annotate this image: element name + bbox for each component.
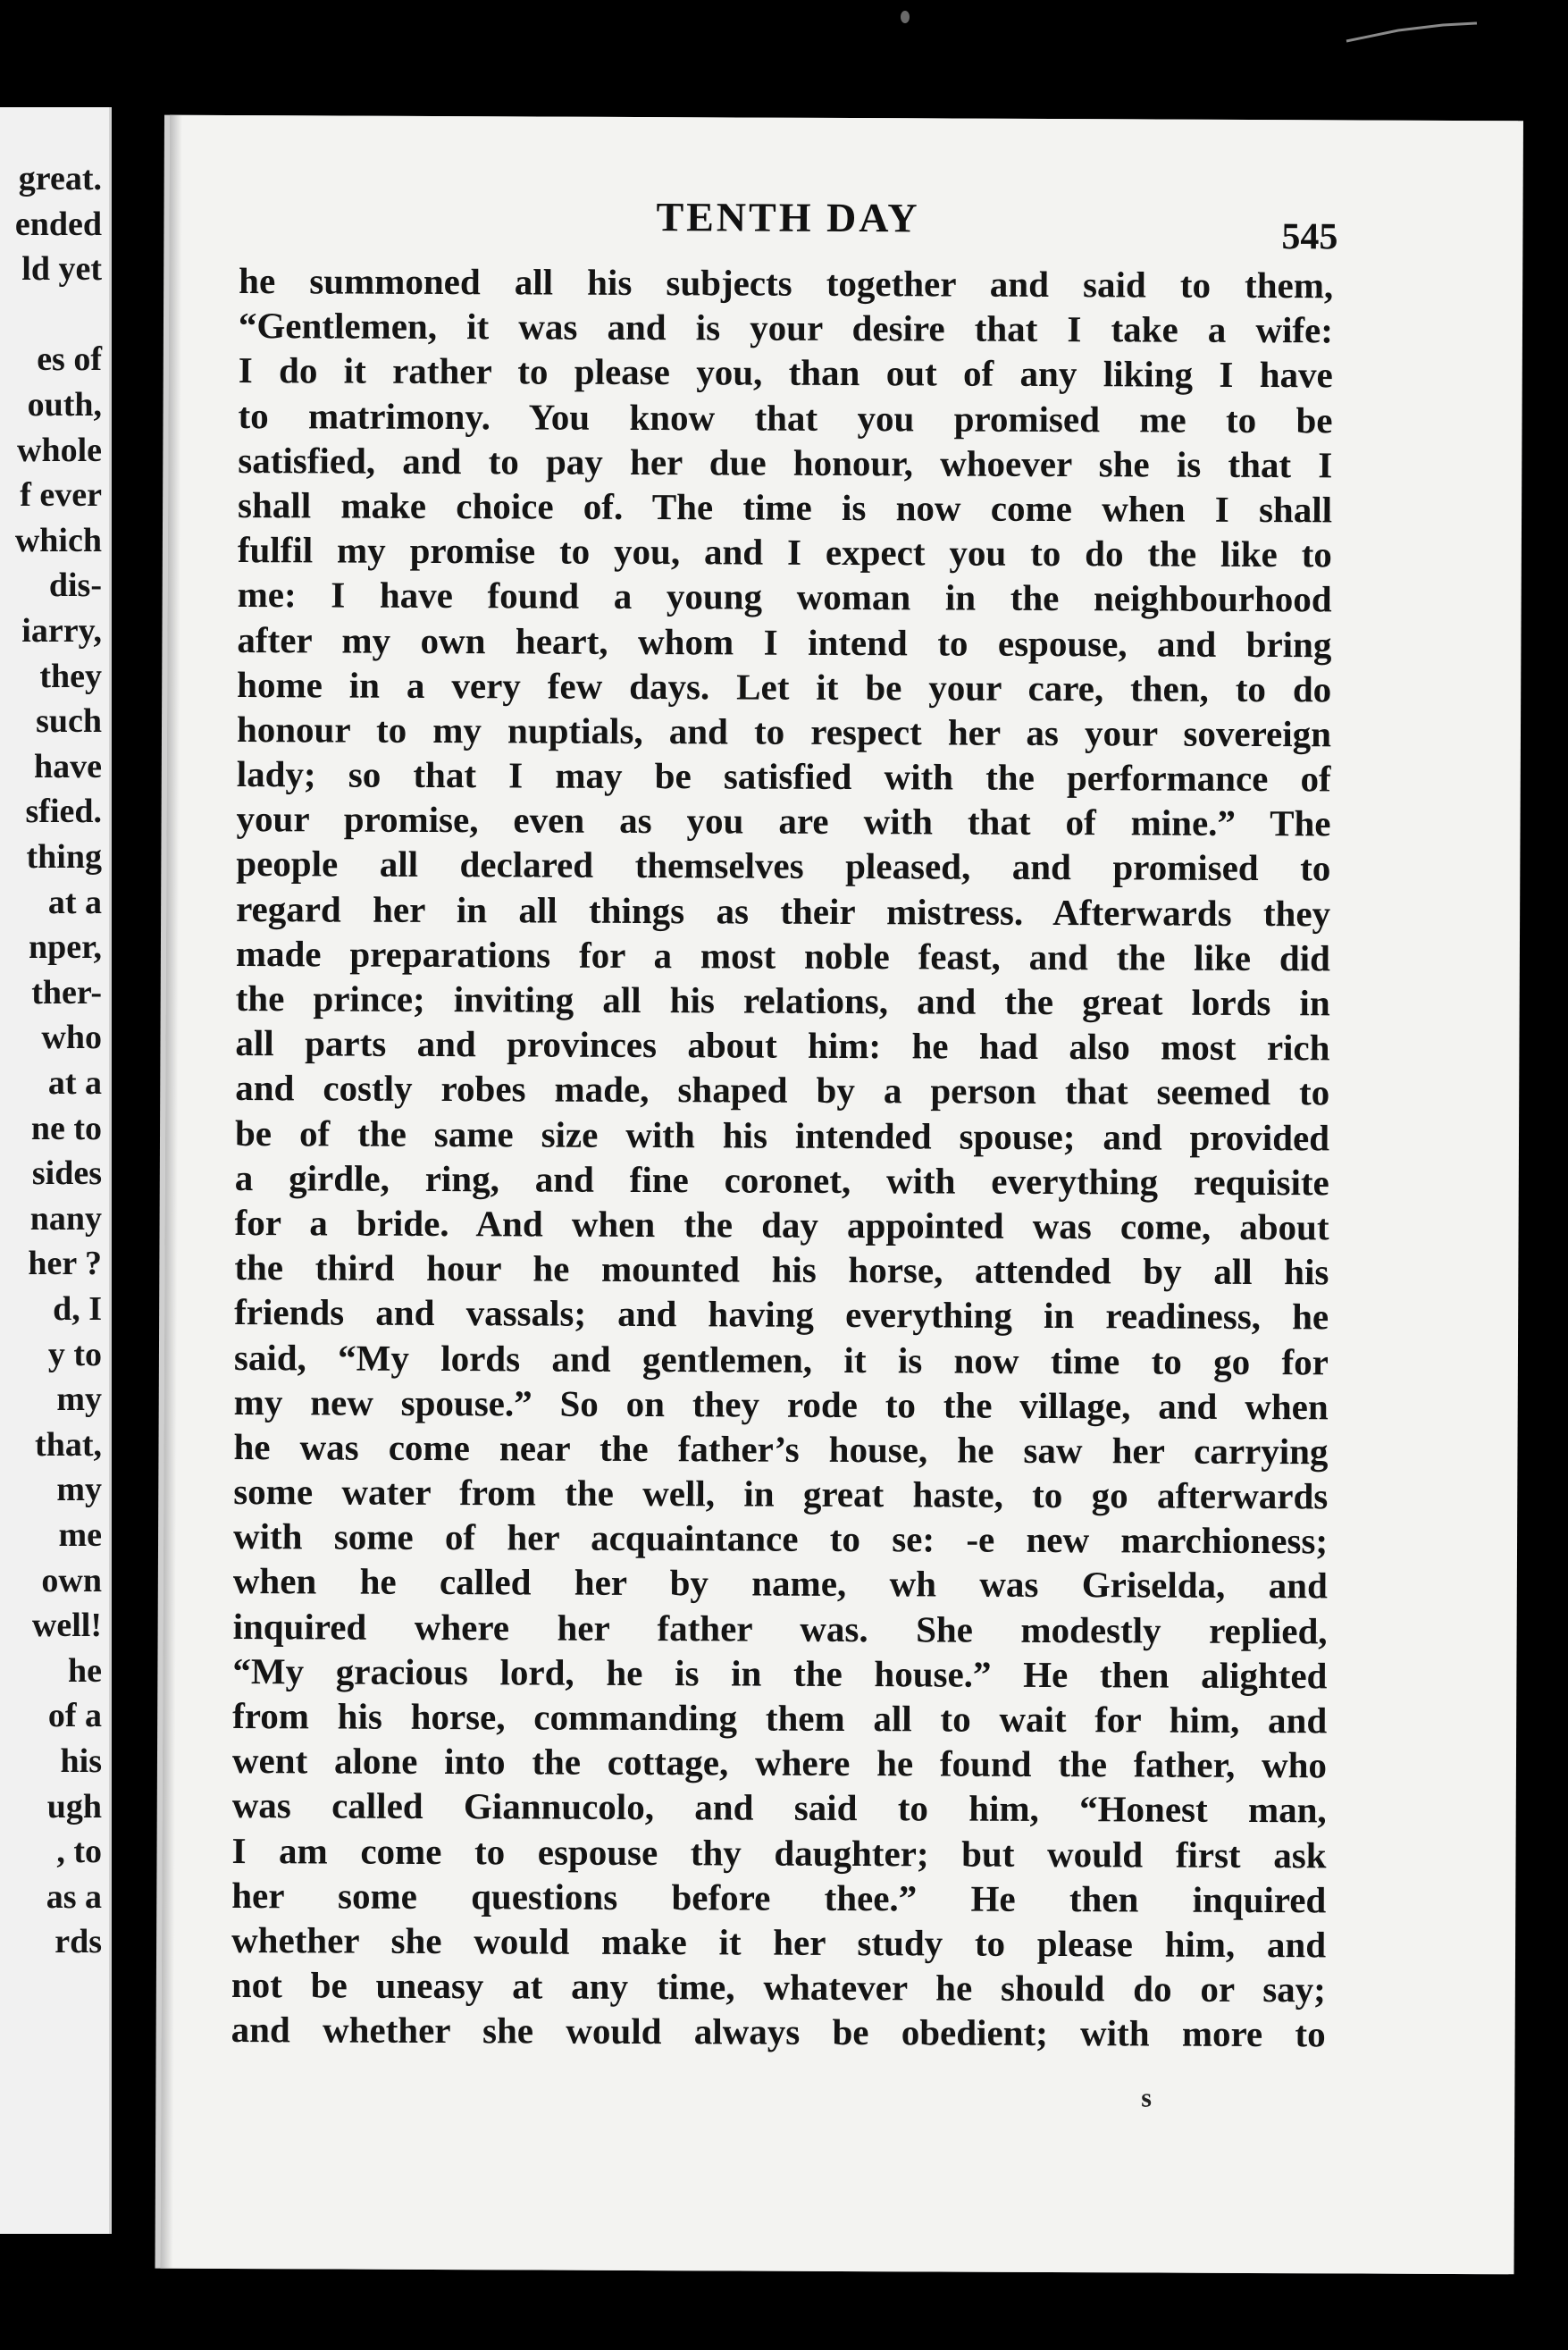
text-line: some water from the well, in great haste, to go afterwards	[233, 1471, 1329, 1517]
left-page-line: nper,	[28, 928, 102, 967]
text-line: said, “My lords and gentlemen, it is now time to go for	[233, 1336, 1329, 1382]
left-page-line: which	[14, 521, 102, 559]
page-number: 545	[1281, 216, 1338, 258]
left-page-line: ld yet	[21, 250, 102, 289]
text-line: shall make choice of. The time is now come when I shall	[238, 483, 1333, 531]
left-page-line: d, I	[53, 1290, 102, 1328]
book-page	[160, 115, 1523, 2275]
previous-page-fragment	[0, 107, 112, 2234]
text-line: her some questions before thee.” He then inquired	[231, 1874, 1327, 1921]
left-page-line: have	[34, 747, 102, 785]
text-line: “Gentlemen, it was and is your desire that I take a wife:	[238, 305, 1334, 351]
left-page-line: at a	[47, 1064, 102, 1102]
text-line: friends and vassals; and having everything in readiness, he	[234, 1291, 1329, 1338]
left-page-line: ugh	[46, 1787, 102, 1825]
text-line: made preparations for a most noble feast, and the like did	[235, 932, 1331, 979]
left-page-line: sides	[31, 1154, 102, 1193]
text-line: my new spouse.” So on they rode to the village, and when	[233, 1381, 1329, 1428]
left-page-line: my	[56, 1471, 102, 1509]
left-page-line: well!	[31, 1607, 102, 1645]
left-page-line: ne to	[30, 1109, 102, 1147]
left-page-line: iarry,	[21, 612, 102, 650]
text-line: “My gracious lord, he is in the house.” He then alighted	[232, 1649, 1328, 1697]
left-page-line: thing	[26, 838, 102, 876]
dust-speck	[901, 11, 910, 23]
left-page-line: they	[39, 657, 102, 695]
left-page-line: great.	[18, 160, 102, 197]
left-page-line: me	[58, 1516, 102, 1554]
text-line: the prince; inviting all his relations, and the great lords in	[235, 978, 1330, 1024]
text-line: all parts and provinces about him: he had also most rich	[235, 1022, 1330, 1069]
left-page-line: , to	[56, 1833, 102, 1871]
text-line: lady; so that I may be satisfied with the performance of	[236, 753, 1331, 800]
text-line: after my own heart, whom I intend to espouse, and bring	[237, 618, 1332, 665]
text-line: fulfil my promise to you, and I expect you to do the like to	[237, 529, 1332, 575]
text-line: honour to my nuptials, and to respect her as your sovereign	[236, 708, 1332, 755]
text-line: your promise, even as you are with that of mine.” The	[236, 798, 1331, 844]
left-page-line: his	[60, 1742, 102, 1780]
left-page-line: of a	[47, 1697, 102, 1735]
text-line: inquired where her father was. She modestly replied,	[232, 1605, 1328, 1651]
text-line: when he called her by name, wh was Griselda, and	[232, 1560, 1328, 1607]
left-page-line: dis-	[48, 567, 102, 605]
text-line: I am come to espouse thy daughter; but would first ask	[231, 1829, 1327, 1876]
text-line: regard her in all things as their mistress. Afterwards they	[236, 887, 1331, 934]
left-page-line: rds	[55, 1923, 102, 1961]
text-line: I do it rather to please you, than out of any liking I have	[238, 349, 1333, 396]
left-page-line: f ever	[20, 476, 102, 515]
left-page-line: my	[56, 1381, 102, 1419]
body-text	[231, 258, 1334, 2057]
text-line: for a bride. And when the day appointed was come, about	[234, 1201, 1329, 1248]
text-line: to matrimony. You know that you promised me to be	[238, 394, 1333, 441]
text-line: satisfied, and to pay her due honour, whoever she is that I	[238, 439, 1333, 486]
text-line: went alone into the cottage, where he found the father, who	[231, 1740, 1328, 1786]
left-page-line: as a	[46, 1877, 102, 1916]
left-page-line: es of	[37, 340, 102, 379]
left-page-line: at a	[47, 883, 102, 921]
left-page-line: he	[68, 1651, 102, 1690]
left-page-line: her ?	[28, 1245, 102, 1283]
text-line: with some of her acquaintance to se: -e new marchioness;	[232, 1515, 1329, 1562]
text-line: whether she would make it her study to please him, and	[231, 1918, 1327, 1966]
left-page-line: outh,	[27, 386, 102, 424]
text-line: be of the same size with his intended spouse; and provided	[234, 1112, 1330, 1158]
text-line: not be uneasy at any time, whatever he should do or say;	[231, 1964, 1326, 2010]
scan-scratch-mark	[1345, 20, 1479, 46]
left-page-line: ther-	[31, 973, 102, 1011]
text-line: home in a very few days. Let it be your care, then, to do	[237, 663, 1332, 710]
left-page-line: sfied.	[25, 793, 102, 831]
left-page-line: such	[36, 702, 102, 741]
text-line: and costly robes made, shaped by a person that seemed to	[235, 1067, 1330, 1113]
left-page-line: own	[41, 1561, 102, 1599]
text-line: from his horse, commanding them all to wait for him, and	[232, 1695, 1328, 1742]
text-line: and whether she would always be obedient; with more to	[231, 2009, 1326, 2055]
left-page-line: ended	[14, 205, 102, 243]
left-page-line: that,	[35, 1425, 102, 1464]
text-line: a girdle, ring, and fine coronet, with everything requisite	[234, 1156, 1329, 1204]
text-line: the third hour he mounted his horse, attended by all his	[234, 1246, 1329, 1293]
text-line: people all declared themselves pleased, and promised to	[236, 843, 1331, 889]
left-page-line: y to	[47, 1335, 102, 1373]
text-line: he was come near the father’s house, he saw her carrying	[233, 1425, 1329, 1473]
running-head: TENTH DAY	[656, 194, 920, 241]
text-line: me: I have found a young woman in the neighbourhood	[237, 574, 1332, 620]
signature-mark: s	[1141, 2083, 1153, 2113]
left-page-line: nany	[29, 1199, 102, 1238]
left-page-line: who	[41, 1019, 102, 1057]
left-page-line: whole	[17, 431, 102, 469]
text-line: he summoned all his subjects together and said to them,	[239, 260, 1334, 306]
text-line: was called Giannucolo, and said to him, “Honest man,	[231, 1784, 1327, 1831]
